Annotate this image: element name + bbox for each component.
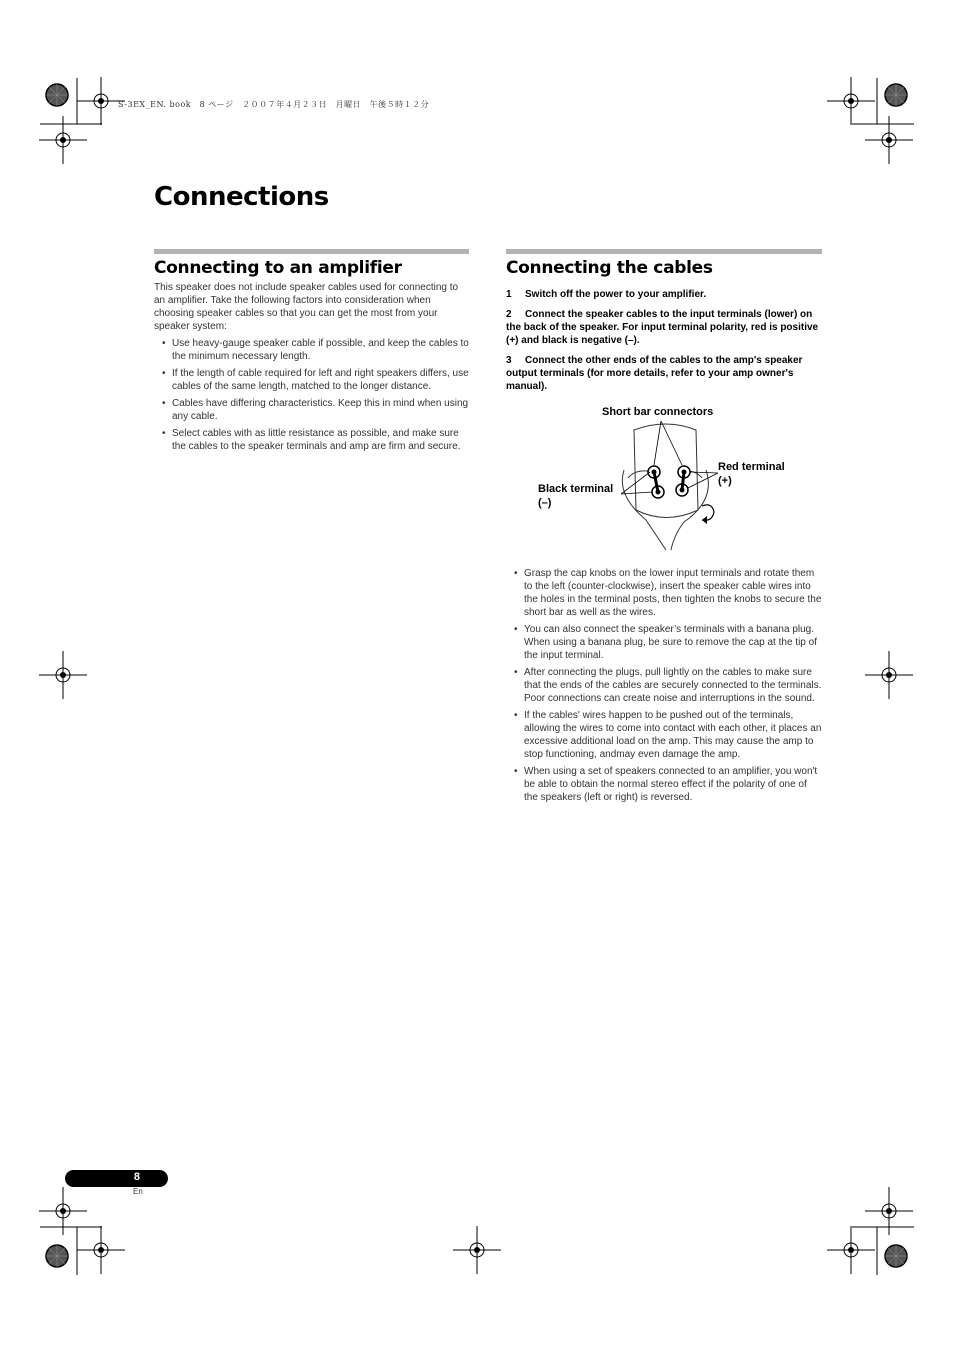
list-item: • When using a set of speakers connected to an amplifier, you won't be able to obtain the normal stereo effect if the polarity of one of the speakers (left or right) is reversed. bbox=[506, 765, 822, 804]
list-item: • Use heavy-gauge speaker cable if possible, and keep the cables to the minimum necessary length. bbox=[154, 337, 469, 363]
step-text: Connect the other ends of the cables to the amp's speaker output terminals (for more details, refer to your amp owner's manual). bbox=[506, 355, 803, 392]
step-number: 3 bbox=[506, 355, 512, 366]
step-number: 1 bbox=[506, 289, 512, 300]
terminal-illustration bbox=[506, 400, 822, 560]
list-item: • Select cables with as little resistance as possible, and make sure the cables to the speaker terminals and amp are firm and secure. bbox=[154, 427, 469, 453]
section-title: Connecting to an amplifier bbox=[154, 258, 402, 278]
step-number: 2 bbox=[506, 309, 512, 320]
language-code: En bbox=[133, 1187, 143, 1196]
black-terminal-label: Black terminal bbox=[538, 483, 614, 495]
section-intro: This speaker does not include speaker cables used for connecting to an amplifier. Take the following factors into consideration when choosing speaker cables so that you can get the most from your speaker system: bbox=[154, 282, 459, 332]
section-connecting-cables bbox=[506, 249, 822, 400]
red-terminal-sign: (+) bbox=[718, 475, 732, 487]
print-header: S-3EX_EN. book 8 ページ ２００７年４月２３日 月曜日 午後５時１２分 bbox=[118, 100, 430, 109]
step-list bbox=[506, 288, 822, 393]
step-item bbox=[506, 354, 822, 393]
page-title: Connections bbox=[154, 182, 329, 212]
step-item bbox=[506, 308, 822, 347]
cable-notes bbox=[506, 563, 822, 808]
page-number-tab bbox=[65, 1170, 168, 1187]
black-terminal-sign: (–) bbox=[538, 497, 552, 509]
list-item: • If the length of cable required for left and right speakers differs, use cables of the same length, matched to the longer distance. bbox=[154, 367, 469, 393]
section-connecting-to-amplifier bbox=[154, 249, 469, 457]
short-bar-label: Short bar connectors bbox=[602, 406, 714, 418]
terminal-diagram bbox=[506, 400, 822, 560]
step-text: Connect the speaker cables to the input terminals (lower) on the back of the speaker. For input terminal polarity, red is positive (+) and black is negative (–). bbox=[506, 309, 819, 346]
section-rule bbox=[154, 249, 469, 254]
bullet-list bbox=[154, 337, 469, 453]
section-rule bbox=[506, 249, 822, 254]
red-terminal-label: Red terminal bbox=[718, 461, 785, 473]
list-item: • Cables have differing characteristics. Keep this in mind when using any cable. bbox=[154, 397, 469, 423]
list-item: • Grasp the cap knobs on the lower input terminals and rotate them to the left (counter-clockwise), insert the speaker cable wires into the holes in the terminal posts, then tighten the knobs to secure the short bar as well as the wires. bbox=[506, 567, 822, 619]
list-item: • You can also connect the speaker’s terminals with a banana plug. When using a banana plug, be sure to remove the cap at the tip of the input terminal. bbox=[506, 623, 822, 662]
step-text: Switch off the power to your amplifier. bbox=[525, 289, 707, 300]
step-item bbox=[506, 288, 822, 301]
page-number: 8 bbox=[133, 1171, 140, 1183]
list-item: • If the cables' wires happen to be pushed out of the terminals, allowing the wires to come into contact with each other, it places an excessive additional load on the amp. This may cause the amp to stop functioning, andmay even damage the amp. bbox=[506, 709, 822, 761]
list-item: • After connecting the plugs, pull lightly on the cables to make sure that the ends of the cables are securely connected to the terminals. Poor connections can create noise and interruptions in the sound. bbox=[506, 666, 822, 705]
bullet-list bbox=[506, 567, 822, 804]
section-title: Connecting the cables bbox=[506, 258, 713, 278]
